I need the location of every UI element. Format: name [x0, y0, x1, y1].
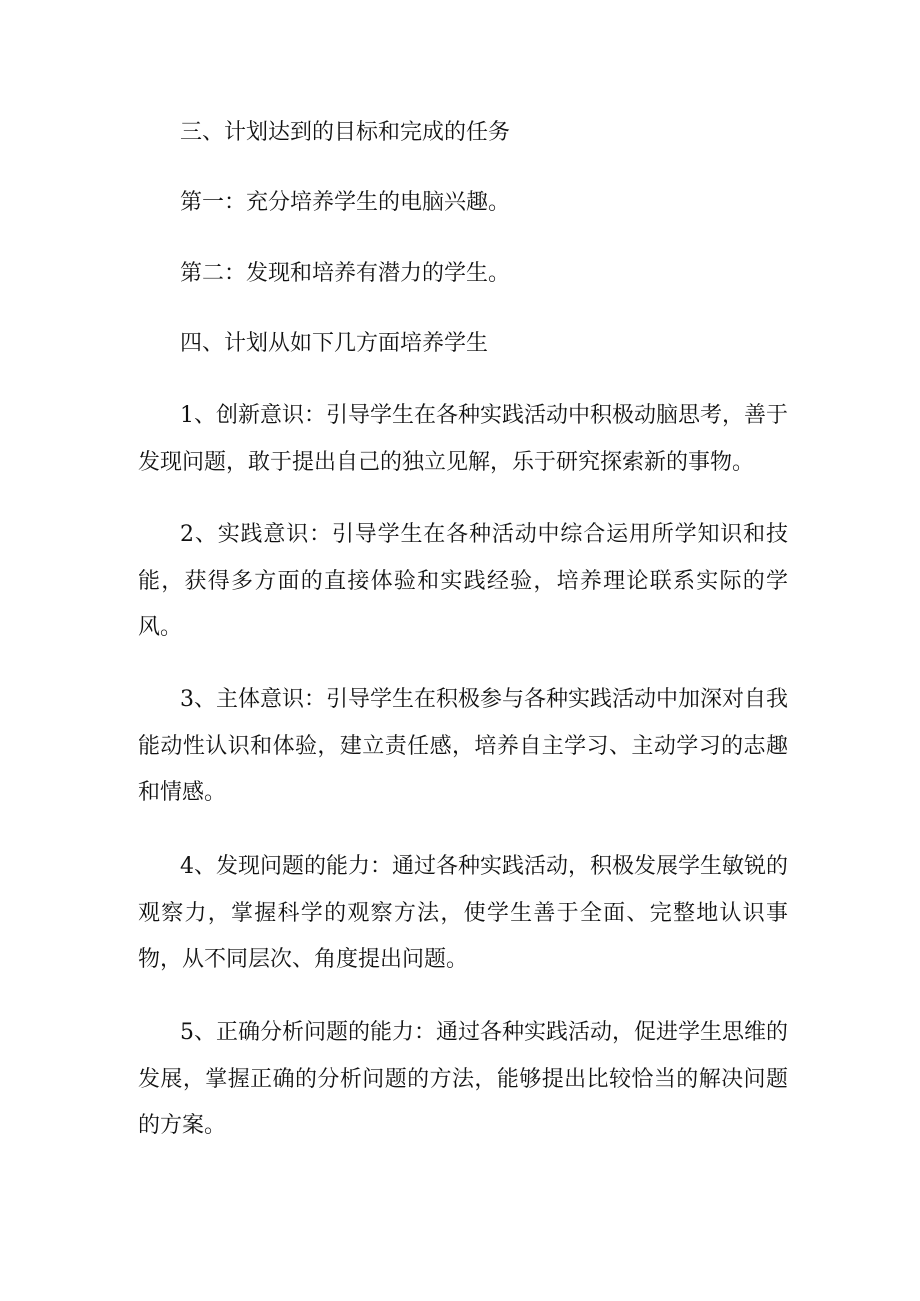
list-item-2: 2、实践意识：引导学生在各种活动中综合运用所学知识和技能，获得多方面的直接体验和实践经验，培养理论联系实际的学风。 [138, 522, 788, 640]
goal-line-1: 第一：充分培养学生的电脑兴趣。 [180, 190, 511, 215]
list-item-3: 3、主体意识：引导学生在积极参与各种实践活动中加深对自我能动性认识和体验，建立责任感，培养自主学习、主动学习的志趣和情感。 [138, 687, 788, 805]
section-heading-3: 三、计划达到的目标和完成的任务 [180, 120, 511, 145]
list-item-5: 5、正确分析问题的能力：通过各种实践活动，促进学生思维的发展，掌握正确的分析问题的方法，能够提出比较恰当的解决问题的方案。 [138, 1020, 788, 1138]
list-item-1: 1、创新意识：引导学生在各种实践活动中积极动脑思考，善于发现问题，敢于提出自己的独立见解，乐于研究探索新的事物。 [138, 403, 788, 475]
list-item-4: 4、发现问题的能力：通过各种实践活动，积极发展学生敏锐的观察力，掌握科学的观察方法，使学生善于全面、完整地认识事物，从不同层次、角度提出问题。 [138, 854, 788, 972]
goal-line-2: 第二：发现和培养有潜力的学生。 [180, 261, 511, 286]
section-heading-4: 四、计划从如下几方面培养学生 [180, 331, 489, 356]
